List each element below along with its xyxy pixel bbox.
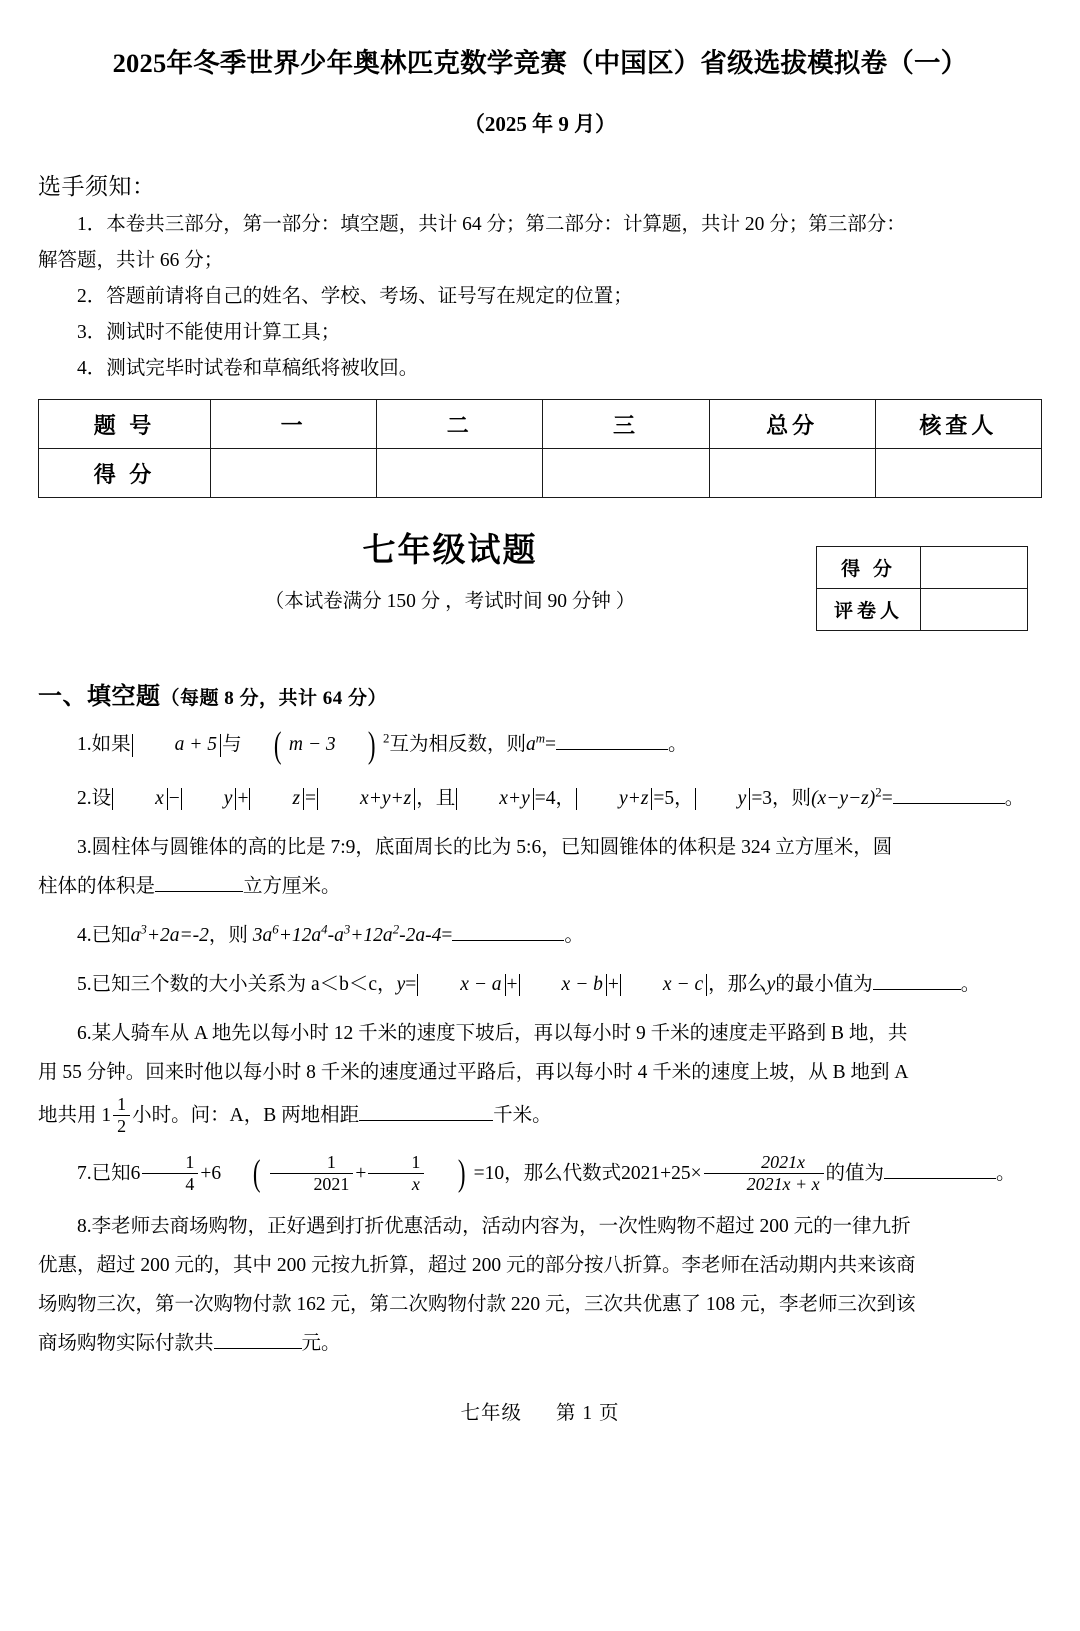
- question-2-abs-z: z: [249, 788, 304, 810]
- marker-label-score: 得 分: [817, 547, 921, 589]
- question-7-answer-blank[interactable]: [884, 1158, 996, 1178]
- question-7-whole: 6: [130, 1162, 141, 1184]
- question-2-number: 2.: [77, 787, 92, 809]
- footer-page-number: 第 1 页: [556, 1403, 620, 1425]
- question-2-abs-y2: y: [695, 788, 751, 810]
- question-1-lead: 如果: [91, 734, 131, 756]
- column-header-part-2: 二: [377, 400, 543, 449]
- notice-item-3: 3．测试时不能使用计算工具；: [77, 321, 341, 343]
- question-6-fraction-denominator: 2: [113, 1115, 130, 1137]
- question-2-lead: 设: [91, 787, 112, 809]
- question-2-abs-y: y: [181, 788, 237, 810]
- question-7-big-fraction-numerator: 2021x: [761, 1151, 806, 1172]
- question-2-mid: ，且: [416, 787, 456, 809]
- question-8-number: 8.: [77, 1216, 92, 1238]
- notice-item-2: 2．答题前请将自己的姓名、学校、考场、证号写在规定的位置；: [77, 285, 633, 307]
- grade-exam-meta: （本试卷满分 150 分 ，考试时间 90 分钟 ）: [264, 591, 636, 613]
- question-7-big-fraction-denominator: 2021x + x: [704, 1173, 824, 1195]
- column-header-part-3: 三: [543, 400, 709, 449]
- question-2-val-3: =3，则: [751, 787, 812, 809]
- question-8-continuation-2: [38, 1285, 1042, 1324]
- document-title: 2025年冬季世界少年奥林匹克数学竞赛（中国区）省级选拔模拟卷（一）: [112, 48, 968, 78]
- question-7-number: 7.: [77, 1162, 92, 1184]
- question-1: [38, 721, 1042, 769]
- question-3-line-2-post: 立方厘米。: [243, 875, 341, 897]
- question-2-abs-yz: y+z: [576, 788, 652, 810]
- right-paren-icon: ): [458, 1153, 466, 1195]
- question-6-continuation-2: [38, 1092, 1042, 1140]
- question-8-line-4-post: 元。: [301, 1333, 341, 1355]
- marker-value-grader[interactable]: [921, 589, 1028, 631]
- question-4: [38, 916, 1042, 955]
- question-2-abs-xy: x+y: [456, 788, 533, 810]
- question-1-tail: 互为相反数，则: [389, 734, 526, 756]
- question-3-number: 3.: [77, 836, 92, 858]
- row-label-question-no: 题 号: [39, 400, 211, 449]
- question-7-big-fraction: [704, 1152, 824, 1194]
- question-7-plus-six: +6: [200, 1162, 222, 1184]
- question-2-answer-blank[interactable]: [893, 783, 1005, 803]
- question-1-expr-b: m − 3: [288, 734, 336, 756]
- question-8-continuation-1: [38, 1246, 1042, 1285]
- question-7-fraction-1: [142, 1152, 198, 1194]
- question-2-abs-sum: x+y+z: [317, 788, 415, 810]
- question-1-abs-expr: a + 5: [132, 734, 221, 756]
- question-1-var: a: [525, 734, 536, 756]
- question-7-fraction-1-denominator: 4: [142, 1173, 198, 1195]
- question-5-period: 。: [960, 973, 981, 995]
- footer-grade: 七年级: [460, 1403, 522, 1425]
- question-3-line-1: 圆柱体与圆锥体的高的比是 7:9，底面周长的比为 5:6，已知圆锥体的体积是 324 立方厘米，圆: [91, 836, 893, 858]
- question-4-number: 4.: [77, 924, 92, 946]
- section-number: 一、: [38, 684, 87, 711]
- question-6-line-2: 用 55 分钟。回来时他以每小时 8 千米的速度通过平路后，再以每小时 4 千米的速度上坡，从 B 地到 A: [38, 1061, 909, 1083]
- question-7-equals-ten: =10: [473, 1162, 505, 1184]
- question-2-val-1: =4，: [534, 787, 575, 809]
- page-footer: [38, 1397, 1042, 1443]
- question-5-y: y: [396, 973, 406, 995]
- question-1-equals: =: [545, 734, 557, 756]
- question-7-fraction-2-numerator: 1: [326, 1151, 336, 1172]
- question-3-continuation: [38, 867, 1042, 906]
- question-6-number: 6.: [77, 1022, 92, 1044]
- marker-row-grader: [817, 589, 1028, 631]
- question-2-final-expr: (x−y−z): [811, 787, 876, 809]
- question-2-abs-x: x: [112, 788, 168, 810]
- question-5: [38, 965, 1042, 1004]
- section-name: 填空题: [87, 684, 161, 711]
- score-cell-checker[interactable]: [875, 449, 1041, 498]
- question-6-line-1: 某人骑车从 A 地先以每小时 12 千米的速度下坡后，再以每小时 9 千米的速度走平路到 B 地，共: [91, 1022, 908, 1044]
- question-6-line-3-post: 千米。: [493, 1104, 552, 1126]
- question-8-continuation-3: [38, 1324, 1042, 1363]
- question-3: [38, 828, 1042, 867]
- question-5-number: 5.: [77, 973, 92, 995]
- question-4-expression: $3a^6+12a^4-a^3+12a^2-2a-4$: [252, 922, 442, 946]
- question-7-lead: 已知: [91, 1162, 131, 1184]
- question-1-mid: 与: [222, 734, 242, 756]
- question-5-term-2: x − b: [519, 974, 607, 996]
- score-cell-part-2[interactable]: [377, 449, 543, 498]
- question-6: [38, 1014, 1042, 1053]
- notice-item-4: 4．测试完毕时试卷和草稿纸将被收回。: [77, 358, 419, 380]
- question-7-fraction-3-denominator: x: [368, 1173, 424, 1195]
- score-summary-table: [38, 399, 1042, 498]
- notice-item-1: 1．本卷共三部分，第一部分：填空题，共计 64 分；第二部分：计算题，共计 20 分；第三部分：: [77, 213, 906, 235]
- question-6-fraction: [113, 1094, 130, 1136]
- grade-heading-block: [38, 524, 1042, 636]
- question-7-const: 2021+25×: [621, 1162, 702, 1184]
- question-5-plus-1: +: [506, 973, 518, 995]
- question-6-line-3-mid: 小时。问：A，B 两地相距: [132, 1104, 360, 1126]
- question-1-period: 。: [668, 734, 688, 756]
- question-6-answer-blank[interactable]: [359, 1100, 493, 1120]
- question-5-term-1: x − a: [417, 974, 505, 996]
- notice-item-1-cont: 解答题，共计 66 分；: [38, 249, 224, 271]
- left-paren-icon: (: [273, 724, 282, 766]
- question-8-line-1: 李老师去商场购物，正好遇到打折优惠活动，活动内容为，一次性购物不超过 200 元的一律九折: [91, 1216, 911, 1238]
- question-7-mid: ，那么代数式: [504, 1162, 622, 1184]
- question-5-tail: 的最小值为: [775, 973, 873, 995]
- question-5-y-ref: y: [766, 973, 776, 995]
- question-4-answer-blank[interactable]: [452, 920, 564, 940]
- question-4-period: 。: [564, 924, 584, 946]
- column-header-total: 总分: [709, 400, 875, 449]
- question-7-fraction-3: [368, 1152, 424, 1194]
- question-7: [38, 1150, 1042, 1198]
- marker-score-box: [816, 546, 1028, 631]
- question-8: [38, 1207, 1042, 1246]
- question-8-line-3: 场购物三次，第一次购物付款 162 元，第二次购物付款 220 元，三次共优惠了 108 元，李老师三次到该: [38, 1294, 916, 1316]
- question-7-fraction-2-denominator: 2021: [270, 1173, 353, 1195]
- question-8-line-2: 优惠，超过 200 元的，其中 200 元按九折算，超过 200 元的部分按八折算。李老师在活动期内共来该商: [38, 1255, 916, 1277]
- question-4-equals: =: [441, 924, 453, 946]
- left-paren-icon: (: [253, 1153, 261, 1195]
- question-7-fraction-2: [270, 1152, 353, 1194]
- question-6-continuation-1: [38, 1053, 1042, 1092]
- marker-row-score: [817, 547, 1028, 589]
- score-cell-part-3[interactable]: [543, 449, 709, 498]
- question-2-val-2: =5，: [653, 787, 694, 809]
- column-header-checker: 核查人: [875, 400, 1041, 449]
- grade-title: 七年级试题: [362, 533, 538, 570]
- question-7-fraction-1-numerator: 1: [185, 1151, 195, 1172]
- question-8-answer-blank[interactable]: [214, 1329, 302, 1349]
- marker-label-grader: 评卷人: [817, 589, 921, 631]
- question-4-lead: 已知: [91, 924, 131, 946]
- question-2-period: 。: [1004, 787, 1025, 809]
- question-7-tail: 的值为: [825, 1162, 885, 1184]
- column-header-part-1: 一: [211, 400, 377, 449]
- document-subtitle: （2025 年 9 月）: [463, 111, 617, 136]
- question-5-lead: 已知三个数的大小关系为 a＜b＜c，: [91, 973, 397, 995]
- question-7-plus: +: [355, 1162, 367, 1184]
- notice-heading: 选手须知：: [38, 173, 156, 199]
- table-row-scores: [39, 449, 1042, 498]
- question-4-mid: ，则: [208, 924, 253, 946]
- question-1-var-exponent: m: [535, 731, 546, 746]
- marker-value-score[interactable]: [921, 547, 1028, 589]
- question-2: 2.设 x − y + z = x+y+z ，且 x+y =4， y+z =5， y =3，则$(x-y-z)^2=$ 。: [77, 785, 1025, 809]
- question-5-eq: =: [405, 973, 417, 995]
- table-row-question-numbers: [39, 400, 1042, 449]
- question-6-line-3-pre: 地共用 1: [38, 1104, 112, 1126]
- question-4-given: $a^3+2a=-2$: [130, 922, 209, 946]
- question-1-number: 1.: [77, 734, 92, 756]
- question-8-line-4-pre: 商场购物实际付款共: [38, 1333, 214, 1355]
- question-2-equals: =: [881, 787, 893, 809]
- question-7-fraction-3-numerator: 1: [411, 1151, 421, 1172]
- question-5-plus-2: +: [607, 973, 619, 995]
- question-6-fraction-numerator: 1: [117, 1094, 127, 1115]
- question-3-line-2-pre: 柱体的体积是: [38, 875, 156, 897]
- question-3-answer-blank[interactable]: [155, 871, 243, 891]
- section-heading-fill-in-blanks: [38, 676, 1042, 711]
- score-cell-total[interactable]: [709, 449, 875, 498]
- question-1-answer-blank[interactable]: [556, 730, 668, 750]
- question-5-term-3: x − c: [620, 974, 707, 996]
- question-7-period: 。: [996, 1162, 1016, 1184]
- question-2-final-exponent: 2: [875, 785, 882, 800]
- section-note: （每题 8 分，共计 64 分）: [160, 688, 388, 710]
- question-5-answer-blank[interactable]: [873, 969, 961, 989]
- question-5-mid: ，那么: [708, 973, 767, 995]
- question-1-exponent: 2: [383, 731, 390, 746]
- score-cell-part-1[interactable]: [211, 449, 377, 498]
- right-paren-icon: ): [367, 724, 376, 766]
- row-label-score: 得 分: [39, 449, 211, 498]
